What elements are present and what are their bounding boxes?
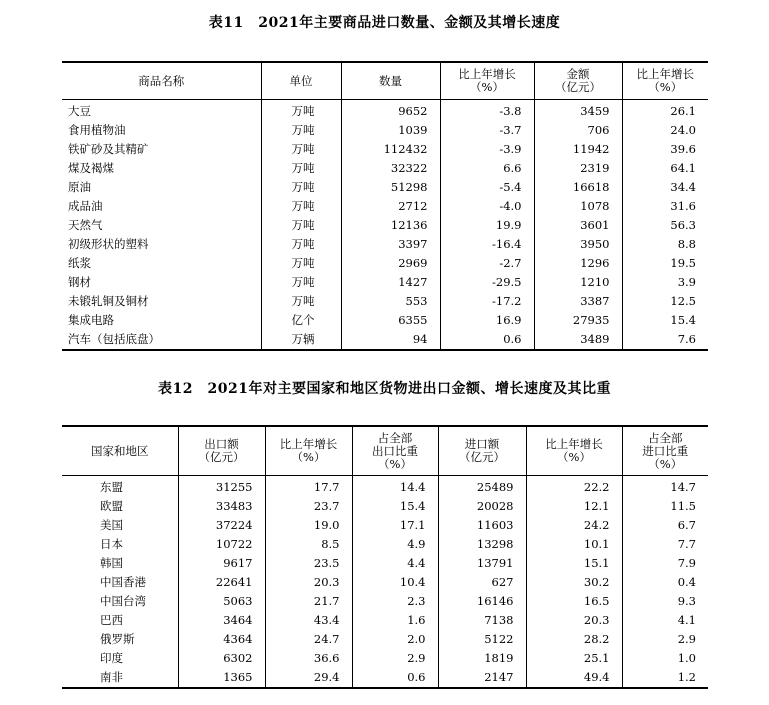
value-cell: 10722 [178,535,265,554]
value-cell: 4.1 [622,611,708,630]
unit-cell: 万吨 [261,197,341,216]
commodity-name-cell: 集成电路 [68,313,114,327]
value-cell: 20.3 [265,573,352,592]
value-cell: 32322 [341,159,440,178]
value-cell: 11942 [534,140,622,159]
value-cell: 7138 [438,611,526,630]
value-cell: 6.6 [440,159,534,178]
table12-header-row [62,426,708,476]
commodity-name-cell: 食用植物油 [68,123,126,137]
value-cell: 26.1 [622,100,708,122]
value-cell: -17.2 [440,292,534,311]
table-row [62,311,708,330]
table-row [62,235,708,254]
value-cell: 64.1 [622,159,708,178]
value-cell: 19.0 [265,516,352,535]
value-cell: 2319 [534,159,622,178]
table-row [62,476,708,498]
value-cell: 8.5 [265,535,352,554]
value-cell: 5063 [178,592,265,611]
value-cell: 9652 [341,100,440,122]
value-cell: 25489 [438,476,526,498]
value-cell: 43.4 [265,611,352,630]
value-cell: 2969 [341,254,440,273]
value-cell: 11.5 [622,497,708,516]
value-cell: 4.4 [352,554,438,573]
value-cell: 23.5 [265,554,352,573]
table-row [62,273,708,292]
table-row [62,535,708,554]
value-cell: 16618 [534,178,622,197]
value-cell: 36.6 [265,649,352,668]
value-cell: -5.4 [440,178,534,197]
region-name-cell: 巴西 [100,613,123,627]
value-cell: 23.7 [265,497,352,516]
value-cell: 13791 [438,554,526,573]
value-cell: 15.4 [622,311,708,330]
value-cell: 5122 [438,630,526,649]
value-cell: 14.7 [622,476,708,498]
region-name-cell: 中国台湾 [100,594,146,608]
value-cell: 29.4 [265,668,352,688]
value-cell: 2.9 [352,649,438,668]
value-cell: 31255 [178,476,265,498]
value-cell: 1.0 [622,649,708,668]
table-row [62,100,708,122]
value-cell: 20.3 [526,611,622,630]
table-row [62,197,708,216]
table-row [62,592,708,611]
table12-header-cell: 比上年增长 （%） [526,426,622,476]
unit-cell: 万吨 [261,178,341,197]
region-name-cell: 韩国 [100,556,123,570]
value-cell: 3489 [534,330,622,350]
region-name-cell: 欧盟 [100,499,123,513]
value-cell: 3397 [341,235,440,254]
table12-header-cell: 进口额 （亿元） [438,426,526,476]
value-cell: 1210 [534,273,622,292]
value-cell: 11603 [438,516,526,535]
unit-cell: 万吨 [261,121,341,140]
value-cell: 2147 [438,668,526,688]
table-row [62,254,708,273]
value-cell: -4.0 [440,197,534,216]
unit-cell: 万吨 [261,273,341,292]
commodity-name-cell: 大豆 [68,104,91,118]
value-cell: 0.6 [352,668,438,688]
value-cell: 25.1 [526,649,622,668]
value-cell: 31.6 [622,197,708,216]
commodity-name-cell: 煤及褐煤 [68,161,114,175]
table-row [62,554,708,573]
table-row [62,292,708,311]
table-row [62,159,708,178]
value-cell: 24.0 [622,121,708,140]
table-row [62,497,708,516]
value-cell: 2.3 [352,592,438,611]
region-name-cell: 中国香港 [100,575,146,589]
unit-cell: 万辆 [261,330,341,350]
table11-header-cell: 商品名称 [62,62,261,100]
commodity-name-cell: 铁矿砂及其精矿 [68,142,149,156]
value-cell: -3.7 [440,121,534,140]
unit-cell: 万吨 [261,216,341,235]
table12 [62,425,708,689]
value-cell: 3387 [534,292,622,311]
value-cell: 10.4 [352,573,438,592]
value-cell: 553 [341,292,440,311]
value-cell: -3.8 [440,100,534,122]
value-cell: 14.4 [352,476,438,498]
table12-header-cell: 占全部 进口比重 （%） [622,426,708,476]
value-cell: 0.4 [622,573,708,592]
commodity-name-cell: 未锻轧铜及铜材 [68,294,149,308]
commodity-name-cell: 初级形状的塑料 [68,237,149,251]
value-cell: 6.7 [622,516,708,535]
table-row [62,330,708,350]
table12-title: 表12 2021年对主要国家和地区货物进出口金额、增长速度及其比重 [158,381,611,397]
value-cell: 51298 [341,178,440,197]
table11-title: 表11 2021年主要商品进口数量、金额及其增长速度 [208,15,561,31]
value-cell: 6302 [178,649,265,668]
value-cell: 19.9 [440,216,534,235]
value-cell: 56.3 [622,216,708,235]
value-cell: 28.2 [526,630,622,649]
value-cell: 17.7 [265,476,352,498]
value-cell: 12.5 [622,292,708,311]
value-cell: -3.9 [440,140,534,159]
table-row [62,178,708,197]
value-cell: 49.4 [526,668,622,688]
unit-cell: 万吨 [261,140,341,159]
value-cell: 94 [341,330,440,350]
value-cell: 6355 [341,311,440,330]
value-cell: 1296 [534,254,622,273]
value-cell: 12136 [341,216,440,235]
value-cell: 30.2 [526,573,622,592]
value-cell: 16146 [438,592,526,611]
unit-cell: 万吨 [261,159,341,178]
value-cell: 3950 [534,235,622,254]
value-cell: 4.9 [352,535,438,554]
value-cell: 1365 [178,668,265,688]
commodity-name-cell: 天然气 [68,218,103,232]
value-cell: 33483 [178,497,265,516]
table-row [62,573,708,592]
table-row [62,516,708,535]
value-cell: 24.2 [526,516,622,535]
value-cell: 1427 [341,273,440,292]
region-name-cell: 美国 [100,518,123,532]
value-cell: 21.7 [265,592,352,611]
value-cell: 15.1 [526,554,622,573]
commodity-name-cell: 汽车（包括底盘） [68,332,160,346]
value-cell: 27935 [534,311,622,330]
table-row [62,668,708,688]
table11-header-row [62,62,708,100]
region-name-cell: 日本 [100,537,123,551]
value-cell: 9.3 [622,592,708,611]
value-cell: 12.1 [526,497,622,516]
unit-cell: 万吨 [261,100,341,122]
value-cell: 20028 [438,497,526,516]
value-cell: 7.7 [622,535,708,554]
value-cell: 7.9 [622,554,708,573]
value-cell: 1819 [438,649,526,668]
value-cell: 9617 [178,554,265,573]
value-cell: 37224 [178,516,265,535]
table12-header-cell: 出口额 （亿元） [178,426,265,476]
value-cell: -2.7 [440,254,534,273]
table-row [62,140,708,159]
table-row [62,611,708,630]
value-cell: 24.7 [265,630,352,649]
value-cell: 1078 [534,197,622,216]
value-cell: 19.5 [622,254,708,273]
value-cell: 3464 [178,611,265,630]
table-row [62,121,708,140]
region-name-cell: 印度 [100,651,123,665]
table12-header-cell: 比上年增长 （%） [265,426,352,476]
value-cell: -29.5 [440,273,534,292]
value-cell: 22641 [178,573,265,592]
value-cell: 13298 [438,535,526,554]
region-name-cell: 东盟 [100,480,123,494]
value-cell: 2.0 [352,630,438,649]
commodity-name-cell: 成品油 [68,199,103,213]
value-cell: 8.8 [622,235,708,254]
value-cell: 16.9 [440,311,534,330]
value-cell: 3459 [534,100,622,122]
table11-header-cell: 数量 [341,62,440,100]
table11-header-cell: 金额 （亿元） [534,62,622,100]
value-cell: 10.1 [526,535,622,554]
region-name-cell: 俄罗斯 [100,632,135,646]
value-cell: 3.9 [622,273,708,292]
value-cell: 34.4 [622,178,708,197]
value-cell: 0.6 [440,330,534,350]
value-cell: 17.1 [352,516,438,535]
value-cell: 16.5 [526,592,622,611]
value-cell: 1.2 [622,668,708,688]
value-cell: 39.6 [622,140,708,159]
value-cell: 4364 [178,630,265,649]
value-cell: 7.6 [622,330,708,350]
table12-header-cell: 占全部 出口比重 （%） [352,426,438,476]
region-name-cell: 南非 [100,670,123,684]
value-cell: 1039 [341,121,440,140]
value-cell: 2712 [341,197,440,216]
value-cell: 3601 [534,216,622,235]
table11-header-cell: 单位 [261,62,341,100]
value-cell: 1.6 [352,611,438,630]
value-cell: -16.4 [440,235,534,254]
commodity-name-cell: 钢材 [68,275,91,289]
table-row [62,216,708,235]
table11-header-cell: 比上年增长 （%） [440,62,534,100]
unit-cell: 亿个 [261,311,341,330]
table12-header-cell: 国家和地区 [62,426,178,476]
value-cell: 2.9 [622,630,708,649]
value-cell: 15.4 [352,497,438,516]
table11-header-cell: 比上年增长 （%） [622,62,708,100]
commodity-name-cell: 原油 [68,180,91,194]
commodity-name-cell: 纸浆 [68,256,91,270]
value-cell: 22.2 [526,476,622,498]
value-cell: 706 [534,121,622,140]
unit-cell: 万吨 [261,292,341,311]
value-cell: 627 [438,573,526,592]
table-row [62,630,708,649]
unit-cell: 万吨 [261,235,341,254]
table-row [62,649,708,668]
value-cell: 112432 [341,140,440,159]
table11 [62,61,708,351]
unit-cell: 万吨 [261,254,341,273]
